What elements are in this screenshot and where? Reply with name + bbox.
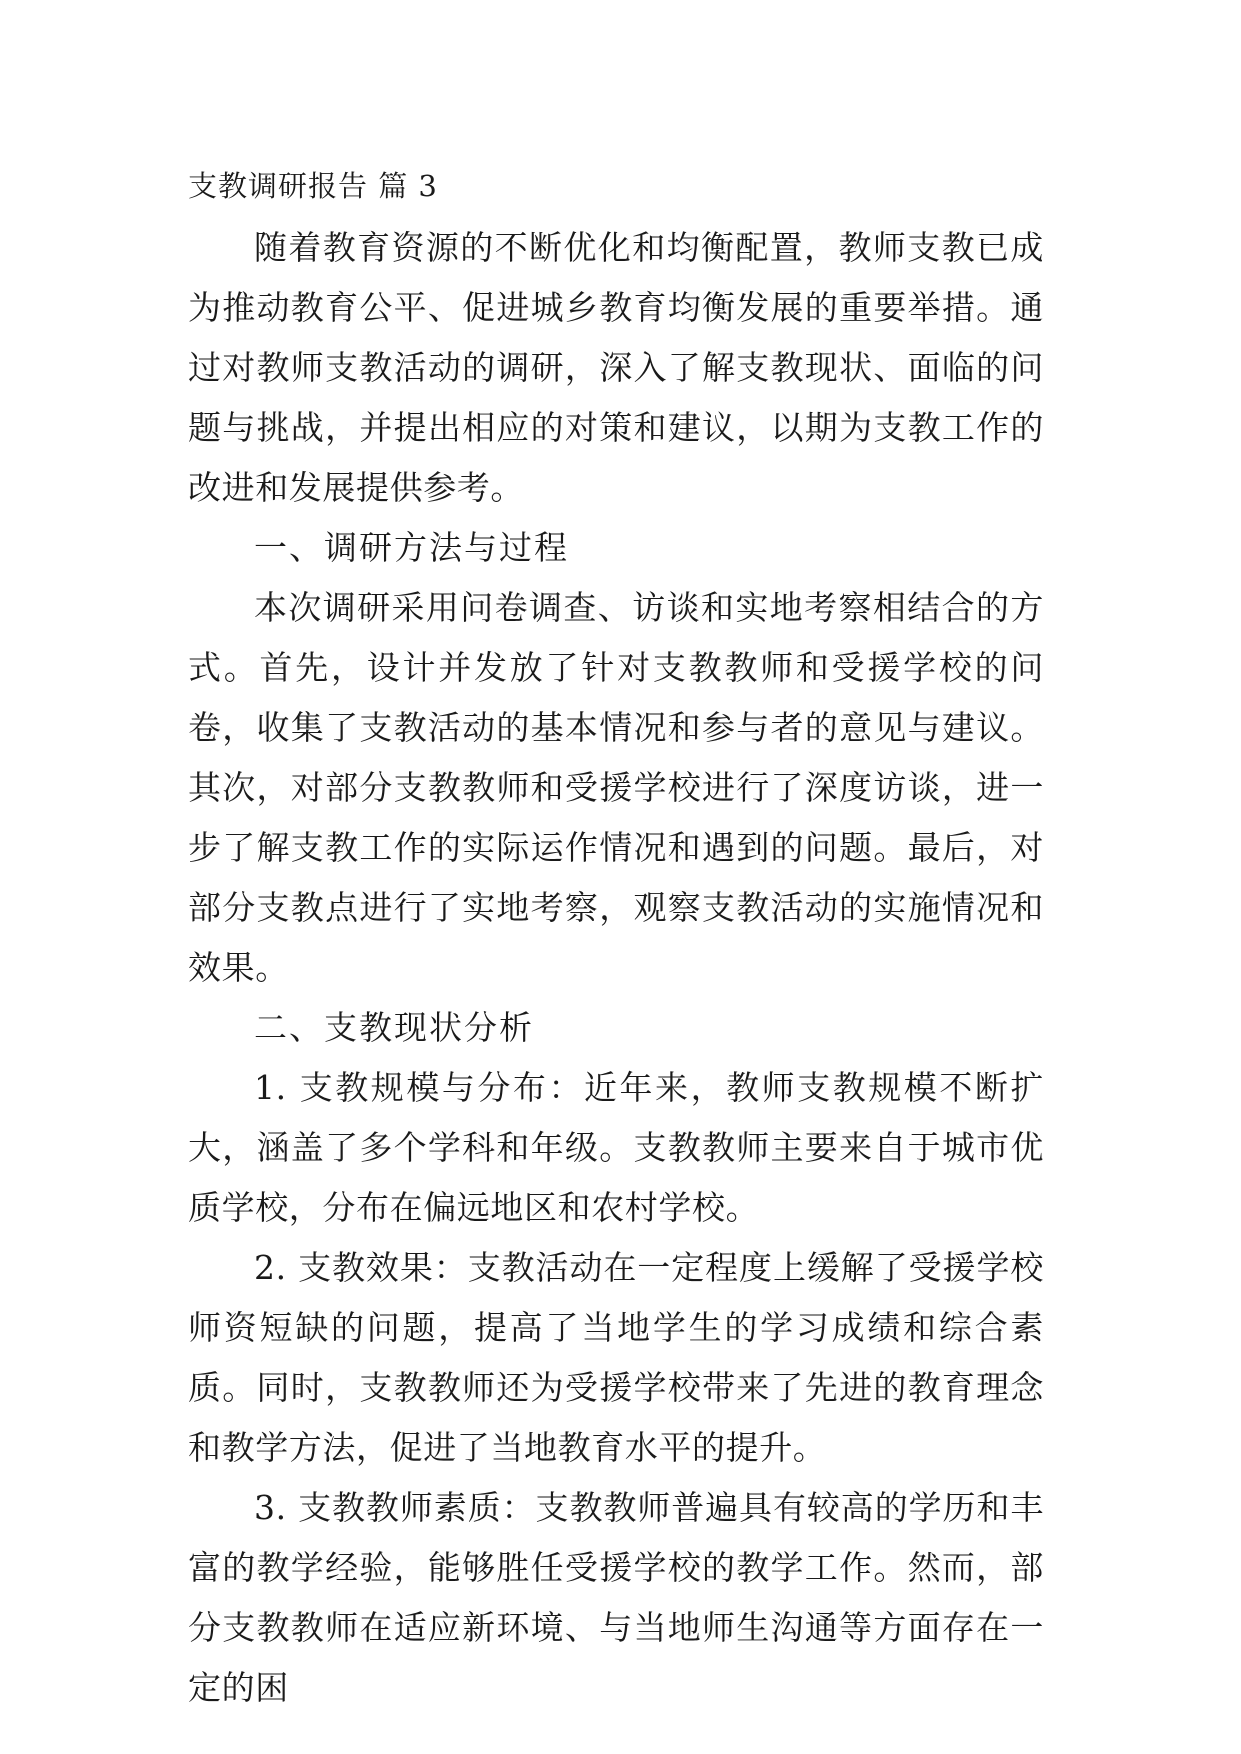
status-item-effect: 2. 支教效果：支教活动在一定程度上缓解了受援学校师资短缺的问题，提高了当地学生的学习成绩和综合素质。同时，支教教师还为受援学校带来了先进的教育理念和教学方法，促进了当地教育水平的提升。 [188, 1248, 1044, 1467]
document-title: 支教调研报告 篇 3 [188, 169, 438, 203]
status-item-scale: 1. 支教规模与分布：近年来，教师支教规模不断扩大，涵盖了多个学科和年级。支教教师主要来自于城市优质学校，分布在偏远地区和农村学校。 [188, 1068, 1044, 1227]
section-heading-methods: 一、调研方法与过程 [254, 528, 569, 567]
methods-paragraph: 本次调研采用问卷调查、访谈和实地考察相结合的方式。首先，设计并发放了针对支教教师和受援学校的问卷，收集了支教活动的基本情况和参与者的意见与建议。其次，对部分支教教师和受援学校进行了深度访谈，进一步了解支教工作的实际运作情况和遇到的问题。最后，对部分支教点进行了实地考察，观察支教活动的实施情况和效果。 [188, 588, 1044, 987]
intro-paragraph: 随着教育资源的不断优化和均衡配置，教师支教已成为推动教育公平、促进城乡教育均衡发展的重要举措。通过对教师支教活动的调研，深入了解支教现状、面临的问题与挑战，并提出相应的对策和建议，以期为支教工作的改进和发展提供参考。 [188, 228, 1044, 507]
document-body [188, 160, 1044, 1718]
status-item-quality: 3. 支教教师素质：支教教师普遍具有较高的学历和丰富的教学经验，能够胜任受援学校的教学工作。然而，部分支教教师在适应新环境、与当地师生沟通等方面存在一定的困 [188, 1488, 1044, 1707]
section-heading-status: 二、支教现状分析 [254, 1008, 534, 1047]
